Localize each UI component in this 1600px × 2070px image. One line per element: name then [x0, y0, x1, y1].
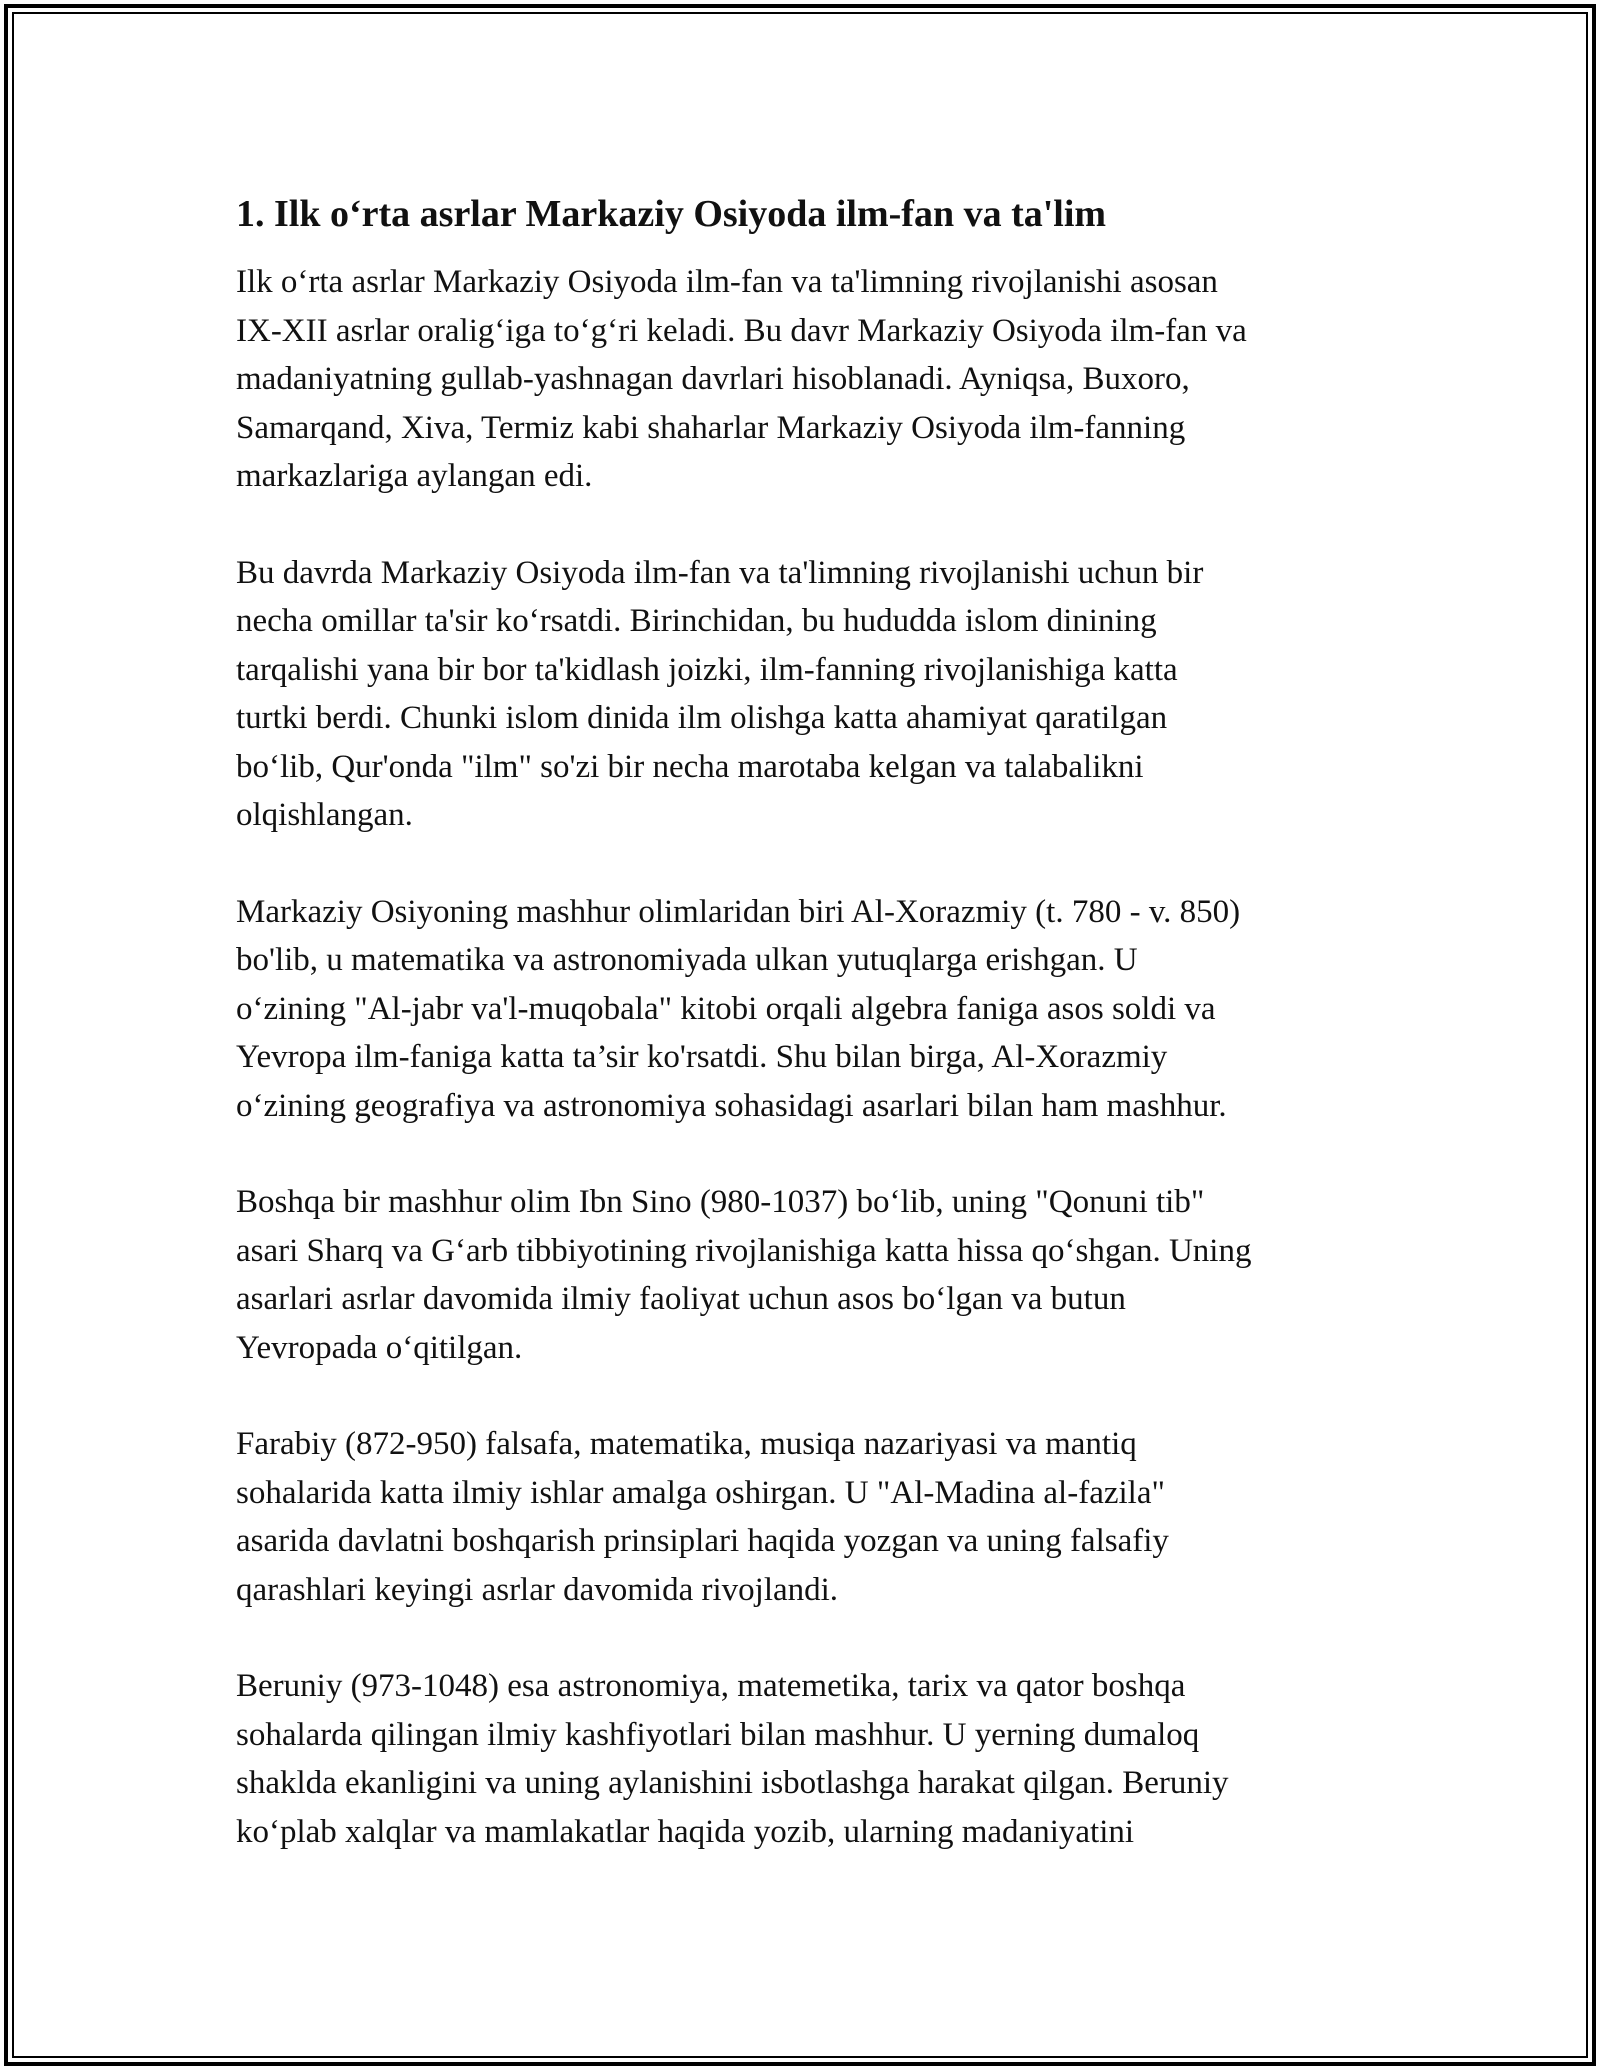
document-body	[236, 188, 1376, 1904]
paragraph-farabiy: Farabiy (872-950) falsafa, matematika, musiqa nazariyasi va mantiq sohalarida katta ilmiy ishlar amalga oshirgan. U "Al-Madina al-fazila" asarida davlatni boshqarish prinsiplari haqida yozgan va uning falsafiy qarashlari keyingi asrlar davomida rivojlandi.	[236, 1426, 1169, 1608]
paragraph-beruniy: Beruniy (973-1048) esa astronomiya, matemetika, tarix va qator boshqa sohalarda qilingan ilmiy kashfiyotlari bilan mashhur. U yerning dumaloq shaklda ekanligini va uning aylanishini isbotlashga harakat qilgan. Beruniy ko‘plab xalqlar va mamlakatlar haqida yozib, ularning madaniyatini	[236, 1668, 1229, 1850]
paragraph-intro: Ilk o‘rta asrlar Markaziy Osiyoda ilm-fan va ta'limning rivojlanishi asosan IX-XII asrlar oralig‘iga to‘g‘ri keladi. Bu davr Markaziy Osiyoda ilm-fan va madaniyatning gullab-yashnagan davrlari hisoblanadi. Ayniqsa, Buxoro, Samarqand, Xiva, Termiz kabi shaharlar Markaziy Osiyoda ilm-fanning markazlariga aylangan edi.	[236, 264, 1247, 494]
paragraph-ibn-sino: Boshqa bir mashhur olim Ibn Sino (980-1037) bo‘lib, uning "Qonuni tib" asari Sharq va G‘arb tibbiyotining rivojlanishiga katta hissa qo‘shgan. Uning asarlari asrlar davomida ilmiy faoliyat uchun asos bo‘lgan va butun Yevropada o‘qitilgan.	[236, 1184, 1252, 1366]
section-heading: 1. Ilk o‘rta asrlar Markaziy Osiyoda ilm-fan va ta'lim	[236, 193, 1107, 235]
paragraph-factors: Bu davrda Markaziy Osiyoda ilm-fan va ta'limning rivojlanishi uchun bir necha omillar ta'sir ko‘rsatdi. Birinchidan, bu hududda islom dinining tarqalishi yana bir bor ta'kidlash joizki, ilm-fanning rivojlanishiga katta turtki berdi. Chunki islom dinida ilm olishga katta ahamiyat qaratilgan bo‘lib, Qur'onda "ilm" so'zi bir necha marotaba kelgan va talabalikni olqishlangan.	[236, 554, 1204, 833]
paragraph-al-xorazmiy: Markaziy Osiyoning mashhur olimlaridan biri Al-Xorazmiy (t. 780 - v. 850) bo'lib, u matematika va astronomiyada ulkan yutuqlarga erishgan. U o‘zining "Al-jabr va'l-muqobala" kitobi orqali algebra faniga asos soldi va Yevropa ilm-faniga katta ta’sir ko'rsatdi. Shu bilan birga, Al-Xorazmiy o‘zining geografiya va astronomiya sohasidagi asarlari bilan ham mashhur.	[236, 893, 1241, 1124]
